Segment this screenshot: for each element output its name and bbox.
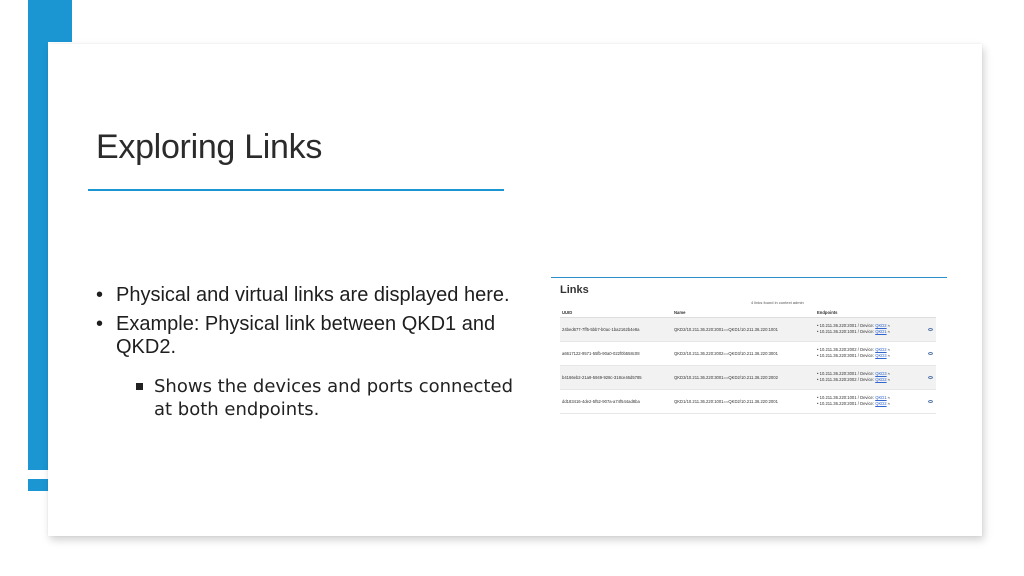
device-link[interactable]: QKD1 [875, 395, 887, 400]
endpoint-line: • 10.211.36.220:2001 / Device: QKD2 ≈ [817, 401, 891, 406]
device-link[interactable]: QKD3 [875, 353, 887, 358]
slide-title: Exploring Links [96, 128, 323, 166]
square-bullet-icon [136, 383, 143, 390]
cell-action[interactable] [926, 341, 936, 365]
device-link[interactable]: QKD3 [875, 371, 887, 376]
bullet-text: Physical and virtual links are displayed here. [116, 284, 510, 306]
bullet-dot-icon: • [96, 313, 104, 335]
links-table [560, 308, 936, 414]
bullet-dot-icon: • [96, 284, 104, 306]
endpoint-line: • 10.211.36.220:1001 / Device: QKD1 ≈ [817, 329, 891, 334]
title-underline [88, 189, 504, 191]
table-header-row [560, 308, 936, 317]
bullet-item [96, 313, 516, 359]
device-link[interactable]: QKD2 [875, 401, 887, 406]
cell-action[interactable] [926, 365, 936, 389]
cell-endpoints [815, 389, 926, 413]
cell-name: QKD3/10.211.36.220:3001==QKD2/10.211.36.220:2002 [672, 365, 815, 389]
accent-bar-bottom [28, 479, 48, 491]
endpoint-line: • 10.211.36.220:2002 / Device: QKD2 ≈ [817, 377, 891, 382]
links-heading: Links [560, 284, 589, 296]
cell-uuid: b4166eb2-21a9-5949-928c-318ce46d5785 [560, 365, 672, 389]
endpoint-line: • 10.211.36.220:3001 / Device: QKD3 ≈ [817, 353, 891, 358]
sub-bullet-text: Shows the devices and ports connected at both endpoints. [154, 376, 513, 420]
cell-name: QKD1/10.211.36.220:1001==QKD2/10.211.36.220:2001 [672, 389, 815, 413]
cell-name: QKD2/10.211.36.220:2001==QKD1/10.211.36.220:1001 [672, 317, 815, 341]
cell-uuid: dd183416-4de2-5f52-907a-a74f544ad8ba [560, 389, 672, 413]
column-header-uuid: UUID [560, 308, 672, 317]
endpoint-line: • 10.211.36.220:2001 / Device: QKD2 ≈ [817, 323, 891, 328]
links-screenshot [551, 277, 947, 419]
eye-icon[interactable] [928, 400, 933, 403]
device-link[interactable]: QKD1 [875, 329, 887, 334]
cell-endpoints [815, 317, 926, 341]
accent-bar-top [28, 0, 72, 42]
eye-icon[interactable] [928, 352, 933, 355]
sub-bullet-item [134, 375, 516, 421]
device-link[interactable]: QKD2 [875, 323, 887, 328]
device-link[interactable]: QKD2 [875, 347, 887, 352]
accent-bar-left [28, 42, 48, 470]
table-row[interactable] [560, 317, 936, 341]
device-link[interactable]: QKD2 [875, 377, 887, 382]
eye-icon[interactable] [928, 328, 933, 331]
bullet-list [96, 284, 516, 421]
endpoint-line: • 10.211.36.220:2002 / Device: QKD2 ≈ [817, 347, 891, 352]
cell-action[interactable] [926, 317, 936, 341]
bullet-item [96, 284, 516, 307]
cell-endpoints [815, 365, 926, 389]
cell-uuid: 24bed677-7ff5-5bb7-b0ac-1ba2162b4e8a [560, 317, 672, 341]
table-row[interactable] [560, 365, 936, 389]
endpoint-line: • 10.211.36.220:3001 / Device: QKD3 ≈ [817, 371, 891, 376]
endpoint-line: • 10.211.36.220:1001 / Device: QKD1 ≈ [817, 395, 891, 400]
column-header-name: Name [672, 308, 815, 317]
column-header-endpoints: Endpoints [815, 308, 926, 317]
column-header-actions [926, 308, 936, 317]
table-row[interactable] [560, 341, 936, 365]
cell-action[interactable] [926, 389, 936, 413]
bullet-text: Example: Physical link between QKD1 and QKD2. [116, 313, 496, 358]
table-row[interactable] [560, 389, 936, 413]
links-count-text: 4 links found in context admin [751, 300, 804, 305]
eye-icon[interactable] [928, 376, 933, 379]
cell-endpoints [815, 341, 926, 365]
cell-uuid: a6617122-9571-55fb-90a0-022f0b558c08 [560, 341, 672, 365]
cell-name: QKD2/10.211.36.220:2002==QKD3/10.211.36.220:3001 [672, 341, 815, 365]
